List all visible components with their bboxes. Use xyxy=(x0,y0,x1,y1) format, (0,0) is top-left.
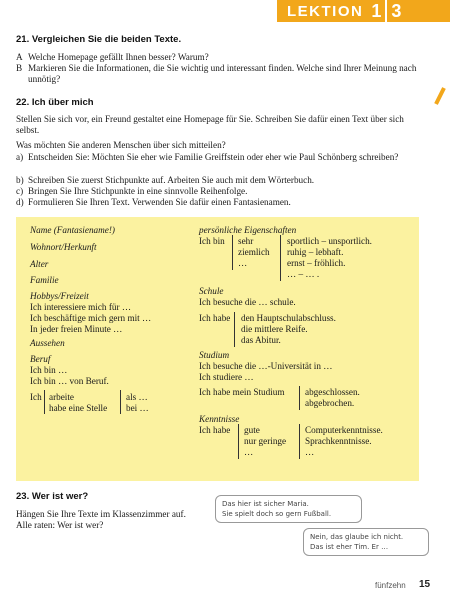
exercise-22-step-d xyxy=(16,197,428,208)
label-schule: Schule xyxy=(199,286,224,296)
bubble-2-line-1: Nein, das glaube ich nicht. xyxy=(310,533,404,541)
label-name: Name (Fantasiename!) xyxy=(30,225,115,235)
exercise-22-title: 22. Ich über mich xyxy=(16,97,94,108)
slash-marker-icon xyxy=(430,86,450,106)
beruf-phrase-2: Ich bin … von Beruf. xyxy=(30,376,109,386)
bracket-line xyxy=(299,386,300,410)
kenntnisse-computer: Computerkenntnisse. xyxy=(305,425,383,435)
exercise-23-text-2: Alle raten: Wer ist wer? xyxy=(16,520,104,530)
label-familie: Familie xyxy=(30,275,59,285)
beruf-phrase-1: Ich bin … xyxy=(30,365,68,375)
degree-sehr: sehr xyxy=(238,236,254,246)
studium-phrase-3: Ich habe mein Studium xyxy=(199,387,285,397)
label-studium: Studium xyxy=(199,350,230,360)
item-text: Welche Homepage gefällt Ihnen besser? Warum? xyxy=(28,52,209,62)
beruf-bei: bei … xyxy=(126,403,149,413)
bubble-2-line-2: Das ist eher Tim. Er … xyxy=(310,543,389,551)
studium-phrase-1: Ich besuche die …-Universität in … xyxy=(199,361,333,371)
schule-abschluss-1: den Hauptschulabschluss. xyxy=(241,313,336,323)
bracket-line xyxy=(232,235,233,270)
lektion-header xyxy=(277,0,450,22)
adjective-1: sportlich – unsportlich. xyxy=(287,236,372,246)
item-label: B xyxy=(16,63,23,73)
exercise-22-step-a xyxy=(16,152,428,163)
step-label: c) xyxy=(16,186,24,196)
bubble-1-line-1: Das hier ist sicher Maria. xyxy=(222,500,309,508)
bubble-1-line-2: Sie spielt doch so gern Fußball. xyxy=(222,510,332,518)
bracket-line xyxy=(44,390,45,414)
bracket-line xyxy=(280,235,281,281)
schule-phrase-1: Ich besuche die … schule. xyxy=(199,297,296,307)
exercise-22-step-c xyxy=(16,186,428,197)
exercise-21-item-a xyxy=(16,52,428,63)
studium-abgeschlossen: abgeschlossen. xyxy=(305,387,360,397)
item-text: Markieren Sie die Informationen, die Sie wichtig und interessant finden. Welche sind Ihrer Meinung nach unnötig? xyxy=(28,63,417,85)
page-number-word: fünfzehn xyxy=(375,581,406,590)
speech-bubble-1 xyxy=(215,495,362,523)
speech-bubble-2 xyxy=(303,528,429,556)
label-eigenschaften: persönliche Eigenschaften xyxy=(199,225,297,235)
kenntnisse-dots-2: … xyxy=(305,447,315,457)
label-wohnort: Wohnort/Herkunft xyxy=(30,242,97,252)
schule-abschluss-2: die mittlere Reife. xyxy=(241,324,308,334)
bracket-line xyxy=(238,424,239,459)
label-aussehen: Aussehen xyxy=(30,338,65,348)
exercise-22-question: Was möchten Sie anderen Menschen über sich mitteilen? xyxy=(16,140,226,150)
step-text: Bringen Sie Ihre Stichpunkte in eine sinnvolle Reihenfolge. xyxy=(28,186,248,196)
degree-dots: … xyxy=(238,258,248,268)
adjective-3: ernst – fröhlich. xyxy=(287,258,346,268)
chapter-number: 1 xyxy=(371,0,382,21)
hobby-phrase-3: In jeder freien Minute … xyxy=(30,324,123,334)
beruf-habe-stelle: habe eine Stelle xyxy=(49,403,108,413)
bracket-line xyxy=(234,312,235,347)
header-divider xyxy=(385,0,387,22)
item-label: A xyxy=(16,52,23,62)
beruf-als: als … xyxy=(126,392,148,402)
bracket-line xyxy=(299,424,300,459)
label-alter: Alter xyxy=(30,259,49,269)
adjective-4: … – … . xyxy=(287,269,320,279)
studium-phrase-2: Ich studiere … xyxy=(199,372,254,382)
phrase-box xyxy=(16,217,419,481)
page-number: 15 xyxy=(419,579,431,590)
exercise-21-title: 21. Vergleichen Sie die beiden Texte. xyxy=(16,34,182,45)
hobby-phrase-2: Ich beschäftige mich gern mit … xyxy=(30,313,152,323)
exercise-21-item-b xyxy=(16,63,428,85)
label-kenntnisse: Kenntnisse xyxy=(199,414,240,424)
exercise-23-text-1: Hängen Sie Ihre Texte im Klassenzimmer auf. xyxy=(16,509,186,519)
section-number: 3 xyxy=(391,0,402,21)
kenntnisse-dots: … xyxy=(244,447,254,457)
step-label: d) xyxy=(16,197,24,207)
adjective-2: ruhig – lebhaft. xyxy=(287,247,344,257)
step-text: Entscheiden Sie: Möchten Sie eher wie Familie Greiffstein oder eher wie Paul Schönberg schreiben? xyxy=(28,152,399,162)
schule-ich-habe: Ich habe xyxy=(199,313,231,323)
step-text: Schreiben Sie zuerst Stichpunkte auf. Arbeiten Sie auch mit dem Wörterbuch. xyxy=(28,175,315,185)
step-label: a) xyxy=(16,152,24,162)
exercise-23-title: 23. Wer ist wer? xyxy=(16,491,89,502)
bracket-line xyxy=(120,390,121,414)
hobby-phrase-1: Ich interessiere mich für … xyxy=(30,302,132,312)
kenntnisse-sprach: Sprachkenntnisse. xyxy=(305,436,372,446)
lektion-label: LEKTION xyxy=(287,2,364,20)
eigenschaften-ich-bin: Ich bin xyxy=(199,236,225,246)
schule-abschluss-3: das Abitur. xyxy=(241,335,281,345)
degree-ziemlich: ziemlich xyxy=(238,247,270,257)
label-beruf: Beruf xyxy=(30,354,51,364)
step-label: b) xyxy=(16,175,24,185)
exercise-22-step-b xyxy=(16,175,428,186)
studium-abgebrochen: abgebrochen. xyxy=(305,398,355,408)
step-text: Formulieren Sie Ihren Text. Verwenden Sie dafür einen Fantasienamen. xyxy=(28,197,291,207)
kenntnisse-gute: gute xyxy=(244,425,260,435)
kenntnisse-ich-habe: Ich habe xyxy=(199,425,231,435)
kenntnisse-nur-geringe: nur geringe xyxy=(244,436,287,446)
exercise-22-intro: Stellen Sie sich vor, ein Freund gestaltet eine Homepage für Sie. Schreiben Sie dafür einen Text über sich selbst. xyxy=(16,114,404,136)
beruf-arbeite: arbeite xyxy=(49,392,74,402)
label-hobbys: Hobbys/Freizeit xyxy=(30,291,89,301)
beruf-ich: Ich xyxy=(30,392,42,402)
